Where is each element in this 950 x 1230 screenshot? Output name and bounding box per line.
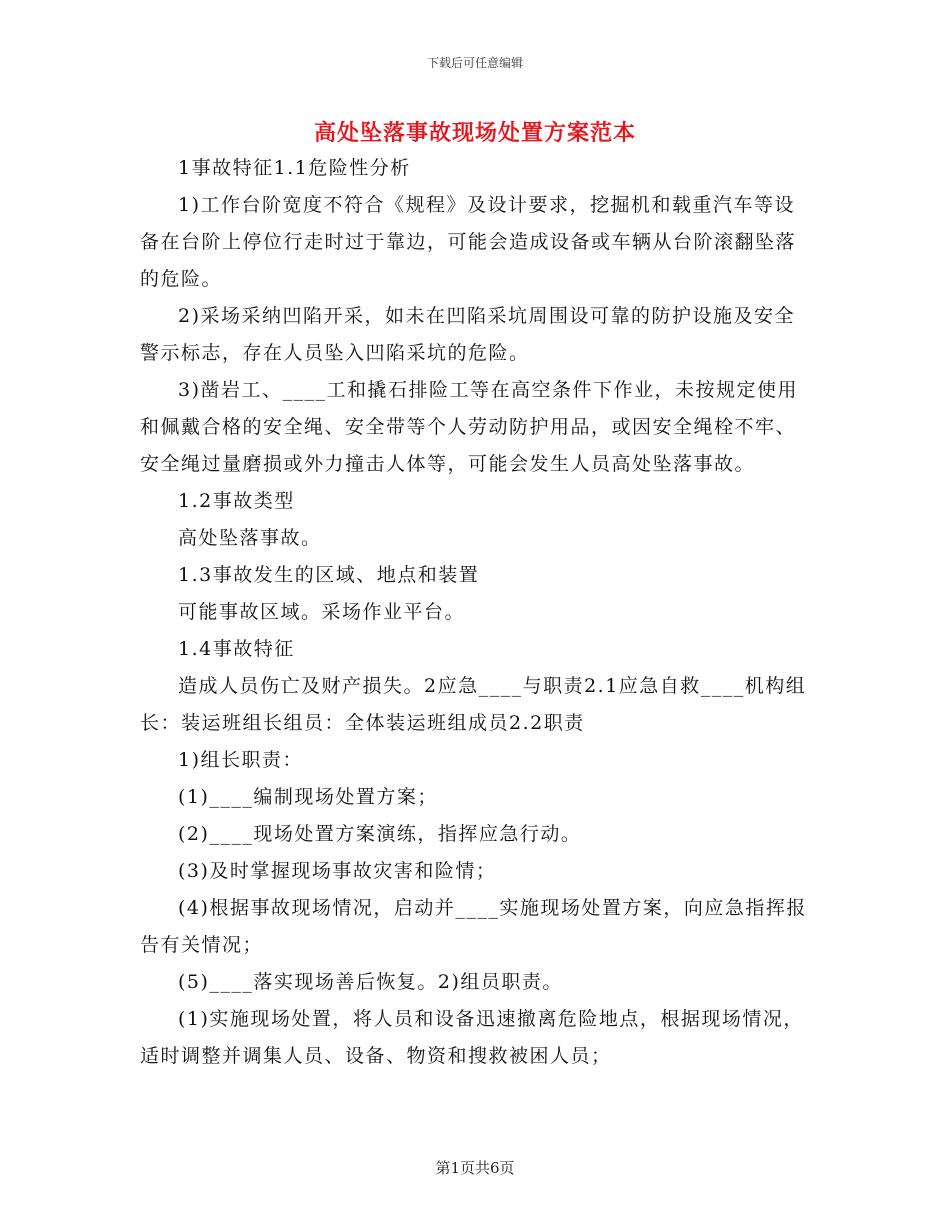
- paragraph: (2)____现场处置方案演练，指挥应急行动。: [178, 823, 582, 845]
- page-footer: 第1页共6页: [435, 1159, 515, 1177]
- paragraph: 造成人员伤亡及财产损失。2应急____与职责2.1应急自救____机构组长：装运班组长组员：全体装运班组成员2.2职责: [140, 675, 807, 734]
- paragraph: 可能事故区域。采场作业平台。: [178, 601, 466, 623]
- paragraph: 1)工作台阶宽度不符合《规程》及设计要求，挖掘机和载重汽车等设备在台阶上停位行走时过于靠边，可能会造成设备或车辆从台阶滚翻坠落的危险。: [140, 194, 797, 290]
- paragraph: 1.2事故类型: [178, 490, 295, 512]
- paragraph: (5)____落实现场善后恢复。2)组员职责。: [178, 971, 563, 993]
- paragraph: 1.3事故发生的区域、地点和装置: [178, 564, 480, 586]
- paragraph: 高处坠落事故。: [178, 527, 322, 549]
- paragraph: 2)采场采纳凹陷开采，如未在凹陷采坑周围设可靠的防护设施及安全警示标志，存在人员坠入凹陷采坑的危险。: [140, 305, 796, 364]
- paragraph: (3)及时掌握现场事故灾害和险情；: [178, 860, 497, 882]
- paragraph: (4)根据事故现场情况，启动并____实施现场处置方案，向应急指挥报告有关情况；: [140, 897, 807, 956]
- document-title: 高处坠落事故现场处置方案范本: [313, 120, 636, 146]
- paragraph: 3)凿岩工、____工和撬石排险工等在高空条件下作业，未按规定使用和佩戴合格的安全绳、安全带等个人劳动防护用品，或因安全绳栓不牢、安全绳过量磨损或外力撞击人体等，可能会发生人员高处坠落事故。: [140, 379, 799, 475]
- document-body: [140, 150, 812, 1075]
- page-header: 下载后可任意编辑: [426, 56, 523, 70]
- paragraph: (1)____编制现场处置方案；: [178, 786, 438, 808]
- paragraph: (1)实施现场处置，将人员和设备迅速撤离危险地点，根据现场情况，适时调整并调集人员、设备、物资和搜救被困人员；: [140, 1008, 804, 1067]
- paragraph: 1)组长职责：: [178, 749, 304, 771]
- paragraph: 1事故特征1.1危险性分析: [178, 157, 411, 179]
- paragraph: 1.4事故特征: [178, 638, 295, 660]
